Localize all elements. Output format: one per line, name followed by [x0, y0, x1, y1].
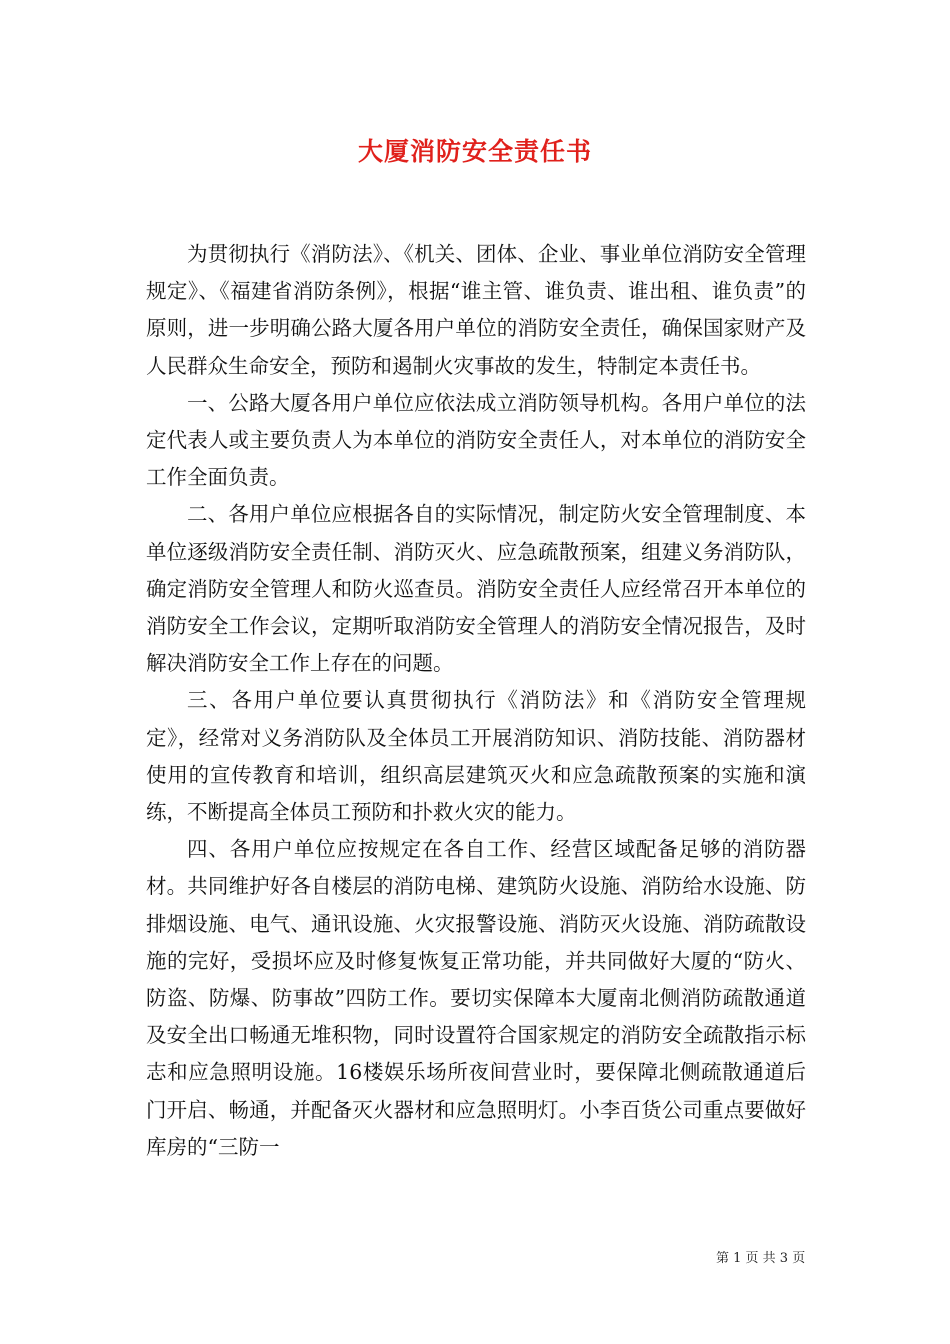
paragraph-clause-1: 一、公路大厦各用户单位应依法成立消防领导机构。各用户单位的法定代表人或主要负责人为本单位的消防安全责任人，对本单位的消防安全工作全面负责。 [146, 390, 806, 490]
paragraph-clause-2: 二、各用户单位应根据各自的实际情况，制定防火安全管理制度、本单位逐级消防安全责任制、消防灭火、应急疏散预案，组建义务消防队，确定消防安全管理人和防火巡查员。消防安全责任人应经常召开本单位的消防安全工作会议，定期听取消防安全管理人的消防安全情况报告，及时解决消防安全工作上存在的问题。 [146, 502, 806, 676]
paragraph-clause-4: 四、各用户单位应按规定在各自工作、经营区域配备足够的消防器材。共同维护好各自楼层的消防电梯、建筑防火设施、消防给水设施、防排烟设施、电气、通讯设施、火灾报警设施、消防灭火设施、消防疏散设施的完好，受损坏应及时修复恢复正常功能，并共同做好大厦的“防火、防盗、防爆、防事故”四防工作。要切实保障本大厦南北侧消防疏散通道及安全出口畅通无堆积物，同时设置符合国家规定的消防安全疏散指示标志和应急照明设施。16楼娱乐场所夜间营业时，要保障北侧疏散通道后门开启、畅通，并配备灭火器材和应急照明灯。小李百货公司重点要做好库房的“三防一 [146, 837, 806, 1159]
document-title: 大厦消防安全责任书 [357, 137, 592, 166]
document-body [146, 236, 806, 1166]
paragraph-intro: 为贯彻执行《消防法》、《机关、团体、企业、事业单位消防安全管理规定》、《福建省消防条例》，根据“谁主管、谁负责、谁出租、谁负责”的原则，进一步明确公路大厦各用户单位的消防安全责任，确保国家财产及人民群众生命安全，预防和遏制火灾事故的发生，特制定本责任书。 [146, 242, 806, 378]
page-number-footer: 第 1 页 共 3 页 [716, 1251, 806, 1266]
paragraph-clause-3: 三、各用户单位要认真贯彻执行《消防法》和《消防安全管理规定》，经常对义务消防队及全体员工开展消防知识、消防技能、消防器材使用的宣传教育和培训，组织高层建筑灭火和应急疏散预案的实施和演练，不断提高全体员工预防和扑救火灾的能力。 [146, 688, 806, 825]
